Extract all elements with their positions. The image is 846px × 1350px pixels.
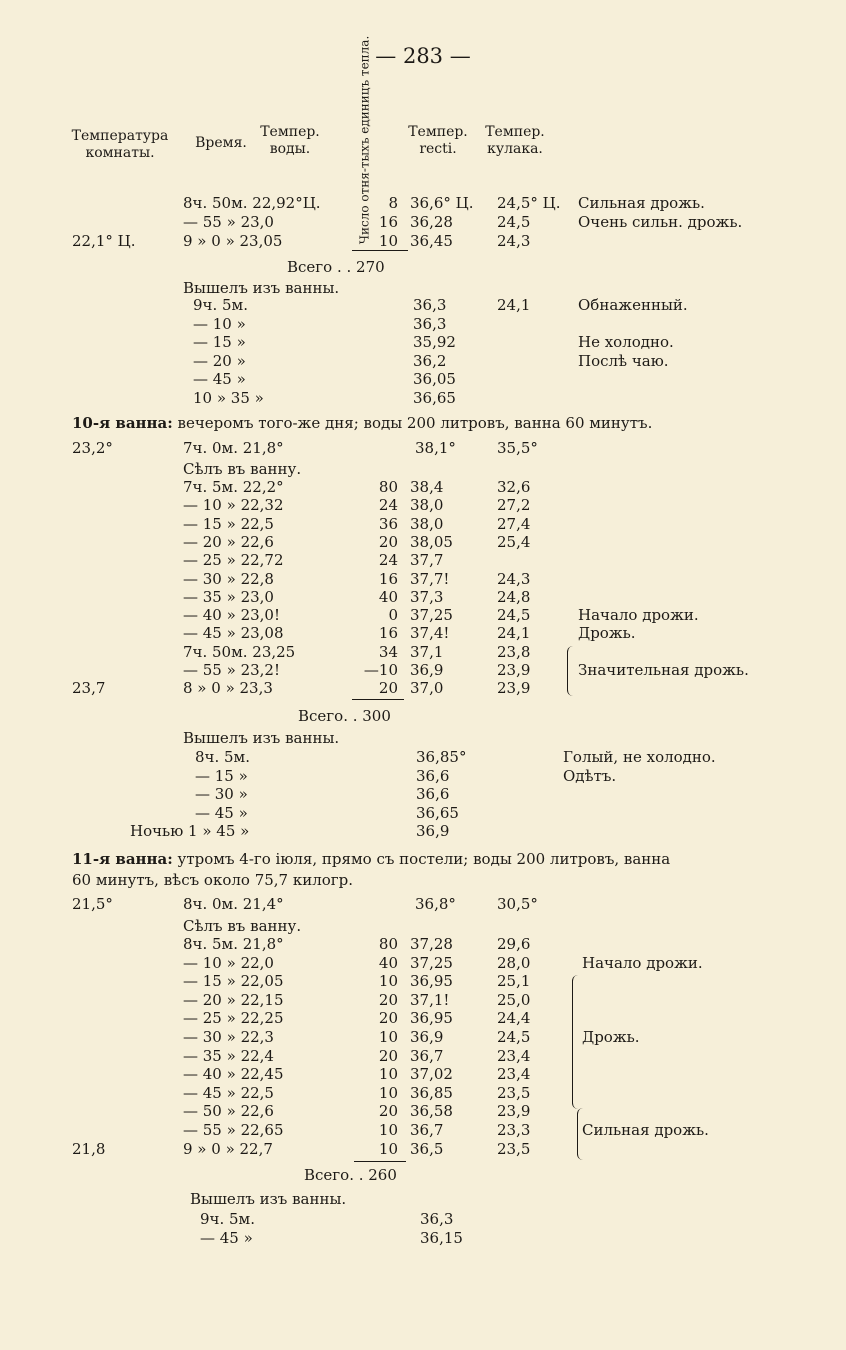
- time-water-cell: — 45 » 22,5: [183, 1083, 274, 1102]
- rectal-temp-cell: 36,6° Ц.: [410, 194, 474, 212]
- table-row: [0, 1229, 846, 1247]
- brace-bath11-a: [572, 975, 578, 1109]
- fist-temp-cell: 27,2: [497, 496, 531, 515]
- rectal-temp-cell: 36,65: [416, 803, 459, 822]
- heat-units-cell: 16: [378, 624, 398, 643]
- fist-temp-cell: 27,4: [497, 514, 531, 533]
- table-row: [0, 624, 846, 642]
- rectal-temp-cell: 36,6: [416, 766, 450, 785]
- time-water-cell: 8 » 0 » 23,3: [183, 679, 273, 698]
- fist-temp-cell: 23,5: [497, 1139, 531, 1158]
- total-text: Всего . . 270: [287, 258, 385, 276]
- table-row: [0, 661, 846, 679]
- note-cell: Голый, не холодно.: [563, 748, 716, 766]
- heat-units-cell: 10: [378, 1028, 398, 1046]
- rectal-temp-cell: 36,9: [416, 822, 450, 840]
- fist-temp-cell: 24,3: [497, 569, 531, 588]
- fist-temp-cell: 24,5: [497, 213, 531, 231]
- time-water-cell: — 45 » 23,08: [183, 624, 284, 643]
- heat-units-cell: 24: [378, 551, 398, 570]
- table-row: [0, 194, 846, 212]
- fist-temp-cell: 24,5: [497, 1028, 531, 1046]
- sat-label: Сѣлъ въ ванну.: [183, 460, 302, 478]
- rectal-temp-cell: 38,0: [410, 514, 444, 533]
- note-cell: Одѣтъ.: [563, 766, 617, 785]
- rectal-temp-cell: 37,25: [410, 953, 453, 972]
- fist-temp-cell: 23,5: [497, 1083, 531, 1102]
- header-fist: Темпер. кулака.: [485, 124, 545, 157]
- rectal-temp-cell: 38,1°: [415, 439, 456, 457]
- heat-units-cell: 10: [378, 232, 398, 250]
- table-row: [0, 533, 846, 551]
- time-water-cell: — 25 » 22,25: [183, 1009, 284, 1028]
- time-cell: 8ч. 5м.: [195, 748, 250, 766]
- fist-temp-cell: 23,9: [497, 661, 531, 679]
- header-water: Темпер. воды.: [260, 124, 320, 157]
- fist-temp-cell: 23,8: [497, 642, 531, 661]
- heat-units-cell: 34: [378, 642, 398, 661]
- time-water-cell: — 15 » 22,5: [183, 514, 274, 533]
- table-row: [0, 606, 846, 624]
- time-water-cell: — 40 » 23,0!: [183, 606, 280, 625]
- time-water-cell: 9 » 0 » 23,05: [183, 232, 283, 250]
- time-water-cell: — 35 » 22,4: [183, 1046, 274, 1065]
- time-water-cell: — 35 » 23,0: [183, 587, 274, 606]
- heat-units-cell: 20: [378, 1102, 398, 1121]
- heat-units-cell: 10: [378, 1121, 398, 1139]
- rectal-temp-cell: 36,6: [416, 785, 450, 803]
- table-row: [0, 1047, 846, 1065]
- fist-temp-cell: 24,1: [497, 624, 531, 643]
- time-cell: — 15 »: [195, 766, 248, 785]
- rectal-temp-cell: 36,7: [410, 1121, 444, 1139]
- fist-temp-cell: 23,4: [497, 1065, 531, 1084]
- table-row: [0, 972, 846, 990]
- heat-units-cell: 20: [378, 532, 398, 551]
- time-water-cell: 8ч. 0м. 21,4°: [183, 895, 284, 913]
- time-cell: 9ч. 5м.: [193, 296, 248, 314]
- header-rectal: Темпер. recti.: [408, 124, 468, 157]
- room-temp-cell: 21,8: [72, 1139, 106, 1158]
- page-number: — 283 —: [375, 44, 471, 68]
- bath10-heading-rest: вечеромъ того-же дня; воды 200 литровъ, ванна 60 минутъ.: [172, 414, 653, 432]
- time-cell: — 15 »: [193, 333, 246, 351]
- time-water-cell: — 20 » 22,15: [183, 990, 284, 1009]
- total-text: Всего. . 300: [298, 707, 391, 725]
- rectal-temp-cell: 36,9: [410, 661, 444, 679]
- rectal-temp-cell: 36,45: [410, 232, 453, 250]
- rectal-temp-cell: 37,4!: [410, 624, 450, 643]
- exit-label: Вышелъ изъ ванны.: [183, 279, 340, 297]
- bath10-sat: [0, 460, 846, 478]
- note-cell: Обнаженный.: [578, 296, 688, 314]
- time-cell: — 45 »: [195, 803, 248, 822]
- heat-units-cell: 80: [378, 935, 398, 953]
- header-count: Число отня-тыхъ единицъ тепла.: [357, 35, 372, 245]
- table-row: [0, 785, 846, 803]
- time-water-cell: — 25 » 22,72: [183, 551, 284, 570]
- rectal-temp-cell: 36,3: [413, 296, 447, 314]
- table-row: [0, 643, 846, 661]
- time-water-cell: — 50 » 22,6: [183, 1102, 274, 1121]
- rectal-temp-cell: 36,2: [413, 351, 447, 370]
- rectal-temp-cell: 36,28: [410, 213, 453, 231]
- note-cell: Начало дрожи.: [582, 953, 703, 972]
- table-row: [0, 588, 846, 606]
- fist-temp-cell: 24,5° Ц.: [497, 194, 561, 212]
- heat-units-cell: 20: [378, 679, 398, 698]
- heat-units-cell: 10: [378, 972, 398, 991]
- bath10-heading-bold: 10-я ванна:: [72, 414, 173, 432]
- note-cell: Очень сильн. дрожь.: [578, 213, 743, 231]
- note-cell: Значительная дрожь.: [578, 661, 749, 679]
- rectal-temp-cell: 36,8°: [415, 895, 456, 913]
- heat-units-cell: 36: [378, 514, 398, 533]
- bath11-heading-line2: 60 минутъ, вѣсъ около 75,7 килогр.: [72, 871, 354, 889]
- heat-units-cell: 10: [378, 1065, 398, 1084]
- time-cell: — 45 »: [200, 1228, 253, 1247]
- rectal-temp-cell: 37,7!: [410, 569, 450, 588]
- block1-total: [0, 258, 846, 276]
- table-row: [0, 389, 846, 407]
- rectal-temp-cell: 36,7: [410, 1046, 444, 1065]
- rectal-temp-cell: 36,9: [410, 1028, 444, 1046]
- table-row: [0, 1084, 846, 1102]
- fist-temp-cell: 28,0: [497, 953, 531, 972]
- rectal-temp-cell: 37,1!: [410, 990, 450, 1009]
- fist-temp-cell: 29,6: [497, 935, 531, 953]
- note-cell: Начало дрожи.: [578, 606, 699, 625]
- table-row: [0, 991, 846, 1009]
- time-cell: — 10 »: [193, 314, 246, 333]
- rectal-temp-cell: 36,3: [413, 314, 447, 333]
- rectal-temp-cell: 36,05: [413, 370, 456, 388]
- header-time: Время.: [195, 135, 247, 151]
- rectal-temp-cell: 37,28: [410, 935, 453, 953]
- time-water-cell: — 55 » 23,2!: [183, 661, 280, 679]
- heat-units-cell: 10: [378, 1083, 398, 1102]
- heat-units-cell: —10: [363, 661, 398, 679]
- exit-label: Вышелъ изъ ванны.: [183, 729, 340, 747]
- note-cell: Сильная дрожь.: [582, 1121, 709, 1139]
- heat-units-cell: 20: [378, 990, 398, 1009]
- table-row: [0, 296, 846, 314]
- bath11-sat: [0, 917, 846, 935]
- rectal-temp-cell: 36,85°: [416, 748, 467, 766]
- bath10-total: [0, 707, 846, 725]
- table-row: [0, 1121, 846, 1139]
- heat-units-cell: 0: [388, 606, 398, 625]
- table-row: [0, 679, 846, 697]
- room-temp-cell: 23,2°: [72, 439, 113, 457]
- heat-units-cell: 8: [388, 194, 398, 212]
- note-cell: Дрожь.: [578, 624, 636, 643]
- fist-temp-cell: 24,1: [497, 296, 531, 314]
- table-row: [0, 1210, 846, 1228]
- bath10-heading: [72, 413, 772, 433]
- table-row: [0, 1140, 846, 1158]
- exit-label: Вышелъ изъ ванны.: [190, 1190, 347, 1208]
- rectal-temp-cell: 36,65: [413, 388, 456, 407]
- brace-bath10: [567, 646, 573, 696]
- heat-units-cell: 10: [378, 1139, 398, 1158]
- table-row: [0, 232, 846, 250]
- header-room: Температура комнаты.: [71, 128, 169, 161]
- bath11-heading: [72, 849, 772, 869]
- rectal-temp-cell: 37,7: [410, 551, 444, 570]
- table-row: [0, 478, 846, 496]
- rectal-temp-cell: 37,3: [410, 587, 444, 606]
- fist-temp-cell: 25,1: [497, 972, 531, 991]
- table-row: [0, 333, 846, 351]
- table-row: [0, 895, 846, 913]
- rectal-temp-cell: 36,95: [410, 1009, 453, 1028]
- table-row: [0, 804, 846, 822]
- time-water-cell: 7ч. 0м. 21,8°: [183, 439, 284, 457]
- heat-units-cell: 20: [378, 1046, 398, 1065]
- table-row: [0, 315, 846, 333]
- time-water-cell: 7ч. 5м. 22,2°: [183, 478, 284, 496]
- table-row: [0, 767, 846, 785]
- heat-units-cell: 16: [378, 213, 398, 231]
- table-row: [0, 370, 846, 388]
- rectal-temp-cell: 36,85: [410, 1083, 453, 1102]
- time-cell: 9ч. 5м.: [200, 1210, 255, 1228]
- table-row: [0, 570, 846, 588]
- rectal-temp-cell: 35,92: [413, 333, 456, 351]
- time-water-cell: 7ч. 50м. 23,25: [183, 642, 296, 661]
- note-cell: Не холодно.: [578, 333, 674, 351]
- fist-temp-cell: 35,5°: [497, 439, 538, 457]
- time-cell: — 30 »: [195, 785, 248, 803]
- time-water-cell: — 40 » 22,45: [183, 1065, 284, 1084]
- room-temp-cell: 23,7: [72, 679, 106, 698]
- brace-bath11-b: [577, 1108, 583, 1160]
- time-water-cell: 8ч. 5м. 21,8°: [183, 935, 284, 953]
- block1-exit: [0, 279, 846, 297]
- table-row: [0, 352, 846, 370]
- rectal-temp-cell: 36,5: [410, 1139, 444, 1158]
- fist-temp-cell: 24,5: [497, 606, 531, 625]
- rectal-temp-cell: 37,02: [410, 1065, 453, 1084]
- table-row: [0, 935, 846, 953]
- table-row: [0, 954, 846, 972]
- time-cell: Ночью 1 » 45 »: [130, 822, 250, 840]
- heat-units-cell: 40: [378, 953, 398, 972]
- fist-temp-cell: 23,9: [497, 1102, 531, 1121]
- fist-temp-cell: 23,9: [497, 679, 531, 698]
- fist-temp-cell: 25,4: [497, 532, 531, 551]
- time-water-cell: — 15 » 22,05: [183, 972, 284, 991]
- room-temp-cell: 21,5°: [72, 895, 113, 913]
- time-water-cell: — 55 » 22,65: [183, 1121, 284, 1139]
- table-row: [0, 748, 846, 766]
- table-row: [0, 822, 846, 840]
- sat-label: Сѣлъ въ ванну.: [183, 917, 302, 935]
- table-row: [0, 1102, 846, 1120]
- fist-temp-cell: 25,0: [497, 990, 531, 1009]
- heat-units-cell: 20: [378, 1009, 398, 1028]
- bath11-total: [0, 1166, 846, 1184]
- rectal-temp-cell: 38,05: [410, 532, 453, 551]
- rectal-temp-cell: 38,0: [410, 496, 444, 515]
- fist-temp-cell: 24,8: [497, 587, 531, 606]
- fist-temp-cell: 32,6: [497, 478, 531, 496]
- total-text: Всего. . 260: [304, 1166, 397, 1184]
- table-row: [0, 213, 846, 231]
- time-water-cell: — 30 » 22,3: [183, 1028, 274, 1046]
- time-water-cell: — 20 » 22,6: [183, 532, 274, 551]
- table-row: [0, 439, 846, 457]
- total-rule-3: [354, 1161, 406, 1162]
- heat-units-cell: 16: [378, 569, 398, 588]
- time-cell: — 20 »: [193, 351, 246, 370]
- heat-units-cell: 80: [378, 478, 398, 496]
- bath11-heading-bold: 11-я ванна:: [72, 850, 173, 868]
- rectal-temp-cell: 37,1: [410, 642, 444, 661]
- rectal-temp-cell: 37,0: [410, 679, 444, 698]
- rectal-temp-cell: 36,3: [420, 1210, 454, 1228]
- table-row: [0, 496, 846, 514]
- time-cell: — 45 »: [193, 370, 246, 388]
- table-row: [0, 515, 846, 533]
- bath11-exit: [0, 1190, 846, 1208]
- fist-temp-cell: 24,3: [497, 232, 531, 250]
- fist-temp-cell: 23,4: [497, 1046, 531, 1065]
- note-cell: Послѣ чаю.: [578, 351, 669, 370]
- time-water-cell: — 10 » 22,32: [183, 496, 284, 515]
- bath11-heading-rest: утромъ 4-го іюля, прямо съ постели; воды 200 литровъ, ванна: [172, 850, 671, 868]
- room-temp-cell: 22,1° Ц.: [72, 232, 136, 250]
- rectal-temp-cell: 36,15: [420, 1228, 463, 1247]
- total-rule-1: [352, 250, 408, 251]
- heat-units-cell: 24: [378, 496, 398, 515]
- time-water-cell: — 55 » 23,0: [183, 213, 274, 231]
- note-cell: Дрожь.: [582, 1028, 640, 1046]
- note-cell: Сильная дрожь.: [578, 194, 705, 212]
- fist-temp-cell: 23,3: [497, 1121, 531, 1139]
- heat-units-cell: 40: [378, 587, 398, 606]
- time-water-cell: — 30 » 22,8: [183, 569, 274, 588]
- table-row: [0, 1065, 846, 1083]
- table-row: [0, 1009, 846, 1027]
- rectal-temp-cell: 38,4: [410, 478, 444, 496]
- time-water-cell: 8ч. 50м. 22,92°Ц.: [183, 194, 321, 212]
- bath10-exit: [0, 729, 846, 747]
- rectal-temp-cell: 36,95: [410, 972, 453, 991]
- time-water-cell: — 10 » 22,0: [183, 953, 274, 972]
- rectal-temp-cell: 36,58: [410, 1102, 453, 1121]
- fist-temp-cell: 30,5°: [497, 895, 538, 913]
- rectal-temp-cell: 37,25: [410, 606, 453, 625]
- time-water-cell: 9 » 0 » 22,7: [183, 1139, 273, 1158]
- time-cell: 10 » 35 »: [193, 388, 264, 407]
- total-rule-2: [352, 699, 404, 700]
- table-row: [0, 551, 846, 569]
- fist-temp-cell: 24,4: [497, 1009, 531, 1028]
- table-row: [0, 1028, 846, 1046]
